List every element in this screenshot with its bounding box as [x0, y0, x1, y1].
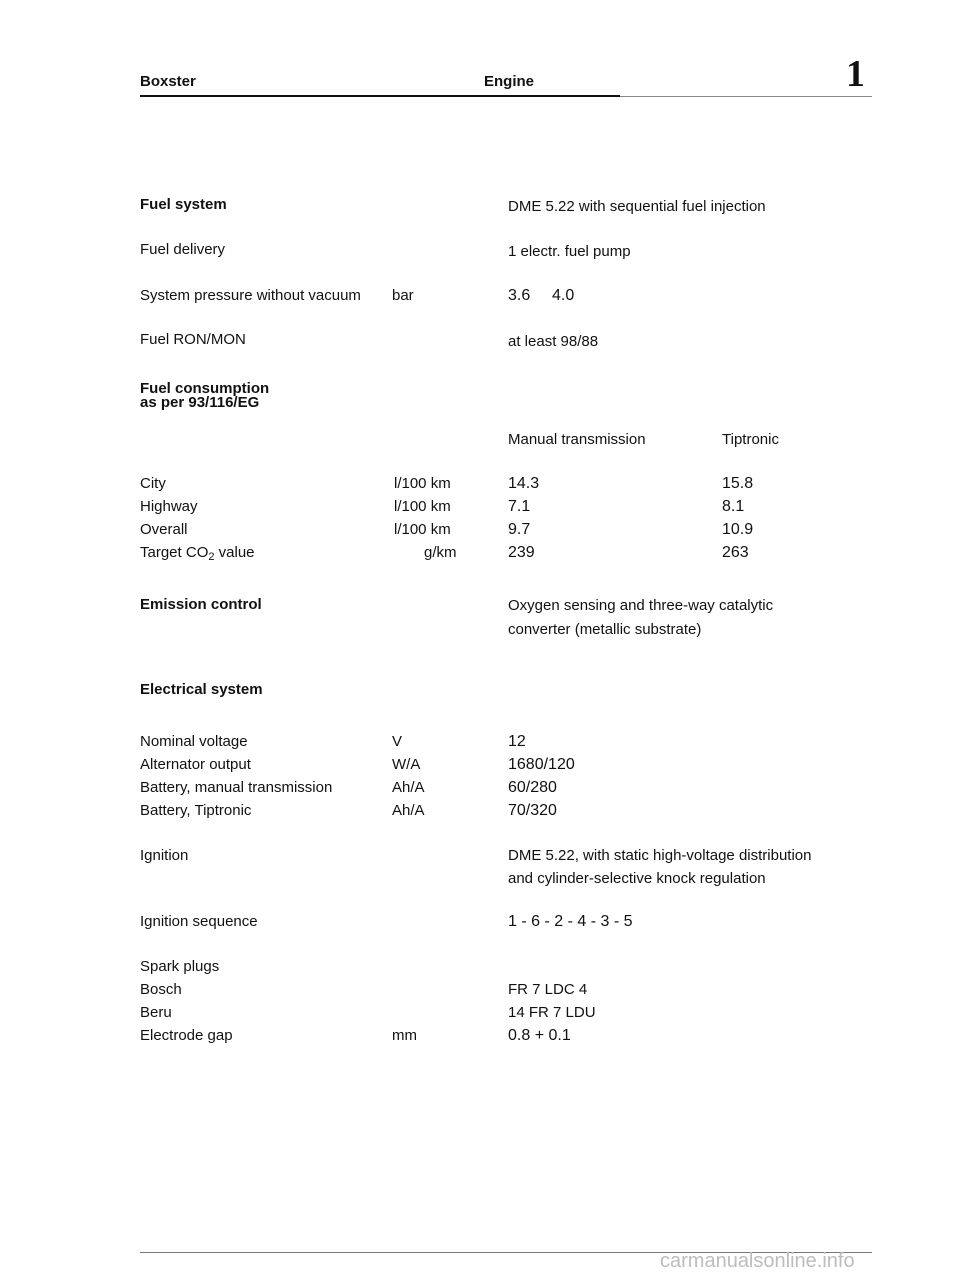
- electrical-row-label: Battery, Tiptronic: [140, 802, 252, 819]
- electrical-heading: Electrical system: [140, 681, 263, 698]
- electrical-row-label: Alternator output: [140, 756, 251, 773]
- bosch-label: Bosch: [140, 981, 182, 998]
- bosch-value: FR 7 LDC 4: [508, 981, 588, 998]
- system-pressure-label: System pressure without vacuum: [140, 287, 361, 304]
- header-title-boxster: Boxster: [140, 73, 196, 90]
- co2-manual: 239: [508, 544, 535, 561]
- consumption-row-label: Overall: [140, 521, 188, 538]
- page-number: 1: [846, 53, 865, 95]
- electrical-row-value: 60/280: [508, 779, 557, 796]
- electrode-gap-unit: mm: [392, 1027, 417, 1044]
- electrical-row-label: Battery, manual transmission: [140, 779, 333, 796]
- beru-value: 14 FR 7 LDU: [508, 1004, 596, 1021]
- consumption-heading-line1: Fuel consumption: [140, 380, 270, 397]
- consumption-row-manual: 7.1: [508, 498, 531, 515]
- ignition-sequence-label: Ignition sequence: [140, 913, 258, 930]
- header-rule-thin: [620, 96, 872, 97]
- consumption-row-label: City: [140, 475, 166, 492]
- fuel-ron-label: Fuel RON/MON: [140, 331, 246, 348]
- co2-unit: g/km: [424, 544, 457, 561]
- electrical-row-unit: V: [392, 733, 403, 750]
- ignition-label: Ignition: [140, 847, 189, 864]
- electrical-row-value: 1680/120: [508, 756, 575, 773]
- emission-value-line1: Oxygen sensing and three-way catalytic: [508, 597, 774, 614]
- consumption-row-unit: l/100 km: [394, 498, 451, 515]
- ignition-sequence-value: 1 - 6 - 2 - 4 - 3 - 5: [508, 913, 633, 930]
- fuel-system-heading: Fuel system: [140, 196, 227, 213]
- consumption-row-label: Highway: [140, 498, 198, 515]
- electrical-row-value: 70/320: [508, 802, 557, 819]
- system-pressure-max: 4.0: [552, 287, 575, 304]
- consumption-row-unit: l/100 km: [394, 521, 451, 538]
- column-header-manual: Manual transmission: [508, 431, 646, 448]
- consumption-row-tiptronic: 8.1: [722, 498, 745, 515]
- electrode-gap-label: Electrode gap: [140, 1027, 233, 1044]
- consumption-row-unit: l/100 km: [394, 475, 451, 492]
- system-pressure-min: 3.6: [508, 287, 531, 304]
- header-title-engine: Engine: [484, 73, 535, 90]
- emission-heading: Emission control: [140, 596, 262, 613]
- fuel-system-value: DME 5.22 with sequential fuel injection: [508, 198, 766, 215]
- emission-value-line2: converter (metallic substrate): [508, 621, 702, 638]
- consumption-row-manual: 14.3: [508, 475, 540, 492]
- electrical-row-unit: Ah/A: [392, 779, 425, 796]
- electrical-row-label: Nominal voltage: [140, 733, 248, 750]
- consumption-heading: [140, 382, 269, 410]
- ignition-value-line1: DME 5.22, with static high-voltage distribution: [508, 847, 812, 864]
- electrical-row-unit: W/A: [392, 756, 421, 773]
- beru-label: Beru: [140, 1004, 172, 1021]
- electrical-row-unit: Ah/A: [392, 802, 425, 819]
- co2-label: Target $CO_2$ value: [140, 544, 255, 563]
- consumption-row-manual: 9.7: [508, 521, 531, 538]
- fuel-delivery-label: Fuel delivery: [140, 241, 226, 258]
- spark-plugs-label: Spark plugs: [140, 958, 220, 975]
- system-pressure-unit: bar: [392, 287, 414, 304]
- watermark-text: carmanualsonline.info: [660, 1250, 855, 1272]
- electrical-row-value: 12: [508, 733, 526, 750]
- electrode-gap-value: 0.8 + 0.1: [508, 1027, 571, 1044]
- consumption-heading-line2: as per 93/116/EG: [140, 394, 260, 411]
- co2-tiptronic: 263: [722, 544, 749, 561]
- consumption-row-tiptronic: 15.8: [722, 475, 754, 492]
- column-header-tiptronic: Tiptronic: [722, 431, 779, 448]
- consumption-row-tiptronic: 10.9: [722, 521, 754, 538]
- fuel-delivery-value: 1 electr. fuel pump: [508, 243, 631, 260]
- header-rule: [140, 95, 620, 97]
- ignition-value-line2: and cylinder-selective knock regulation: [508, 870, 766, 887]
- fuel-ron-value: at least 98/88: [508, 333, 599, 350]
